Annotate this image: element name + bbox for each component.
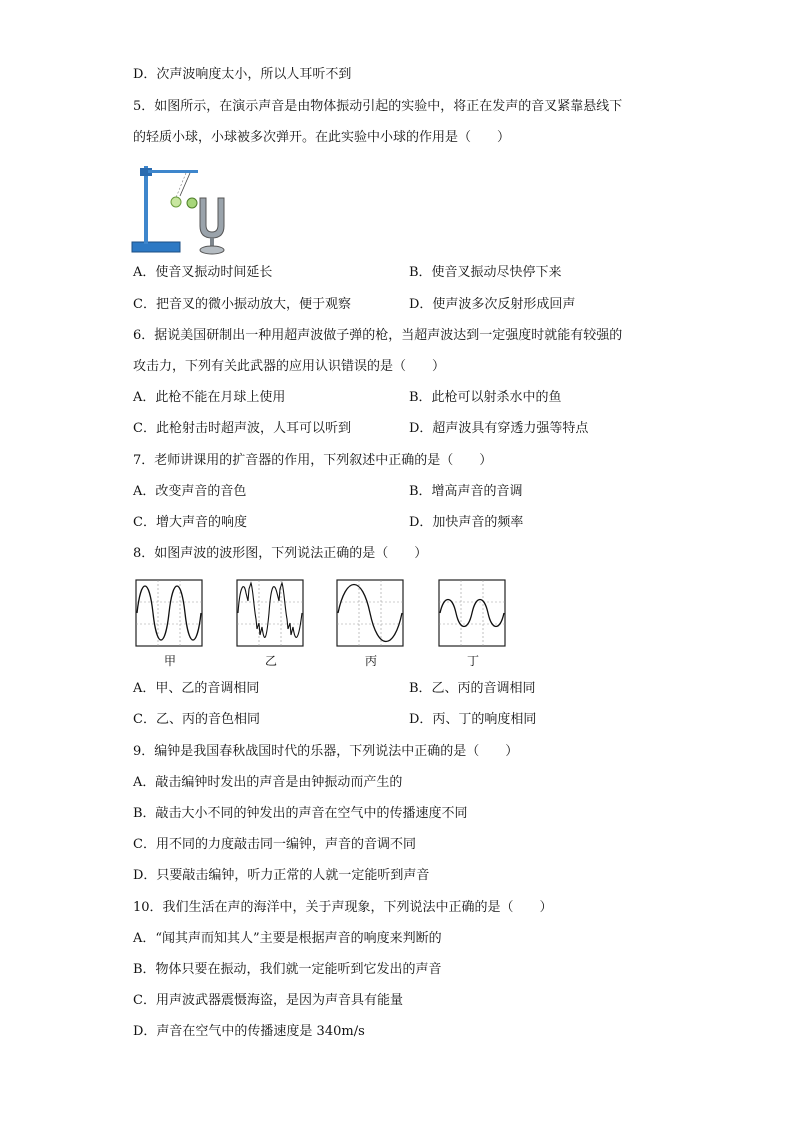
q8-option-d: D．丙、丁的响度相同 (409, 712, 537, 727)
q7-option-b: B．增高声音的音调 (409, 484, 523, 499)
q10-option-c: C．用声波武器震慑海盗，是因为声音具有能量 (133, 993, 403, 1008)
q6-option-b: B．此枪可以射杀水中的鱼 (409, 390, 562, 405)
q10-option-a: A．“闻其声而知其人”主要是根据声音的响度来判断的 (133, 931, 442, 946)
tuning-fork-apparatus-figure (128, 158, 258, 258)
q9-option-a: A．敲击编钟时发出的声音是由钟振动而产生的 (133, 775, 403, 790)
waveform-jia (135, 579, 203, 647)
q6-option-c: C．此枪射击时超声波，人耳可以听到 (133, 421, 351, 436)
waveform-label-bing: 丙 (365, 654, 378, 668)
waveform-label-yi: 乙 (265, 654, 278, 668)
q7-option-d: D．加快声音的频率 (409, 515, 524, 530)
q8-option-a: A．甲、乙的音调相同 (133, 681, 260, 696)
q7-option-a: A．改变声音的音色 (133, 484, 247, 499)
q8-stem: 8．如图声波的波形图，下列说法正确的是（ ） (133, 546, 428, 561)
q10-option-d: D．声音在空气中的传播速度是 340m/s (133, 1024, 365, 1039)
waveform-bing (336, 579, 404, 647)
q7-option-c: C．增大声音的响度 (133, 515, 247, 530)
q5-option-d: D．使声波多次反射形成回声 (409, 297, 576, 312)
q10-option-b: B．物体只要在振动，我们就一定能听到它发出的声音 (133, 962, 442, 977)
q9-stem: 9．编钟是我国春秋战国时代的乐器，下列说法中正确的是（ ） (133, 744, 519, 759)
q9-option-c: C．用不同的力度敲击同一编钟，声音的音调不同 (133, 837, 416, 852)
q6-option-d: D．超声波具有穿透力强等特点 (409, 421, 589, 436)
q9-option-b: B．敲击大小不同的钟发出的声音在空气中的传播速度不同 (133, 806, 468, 821)
q6-option-a: A．此枪不能在月球上使用 (133, 390, 286, 405)
q5-option-a: A．使音叉振动时间延长 (133, 265, 273, 280)
q10-stem: 10．我们生活在声的海洋中，关于声现象，下列说法中正确的是（ ） (133, 900, 553, 915)
waveform-ding (438, 579, 506, 647)
q7-stem: 7．老师讲课用的扩音器的作用，下列叙述中正确的是（ ） (133, 453, 493, 468)
waveform-label-ding: 丁 (467, 654, 480, 668)
q5-stem-line2: 的轻质小球，小球被多次弹开。在此实验中小球的作用是（ ） (133, 130, 511, 145)
q8-option-c: C．乙、丙的音色相同 (133, 712, 260, 727)
q5-option-c: C．把音叉的微小振动放大，便于观察 (133, 297, 351, 312)
q4-option-d: D．次声波响度太小，所以人耳听不到 (133, 67, 352, 82)
waveform-label-jia: 甲 (164, 654, 177, 668)
q8-option-b: B．乙、丙的音调相同 (409, 681, 536, 696)
q5-option-b: B．使音叉振动尽快停下来 (409, 265, 562, 280)
q5-stem-line1: 5．如图所示，在演示声音是由物体振动引起的实验中，将正在发声的音叉紧靠悬线下 (133, 99, 623, 114)
q9-option-d: D．只要敲击编钟，听力正常的人就一定能听到声音 (133, 868, 430, 883)
waveform-yi (236, 579, 304, 647)
q6-stem-line2: 攻击力，下列有关此武器的应用认识错误的是（ ） (133, 359, 446, 374)
q6-stem-line1: 6．据说美国研制出一种用超声波做子弹的枪，当超声波达到一定强度时就能有较强的 (133, 328, 623, 343)
